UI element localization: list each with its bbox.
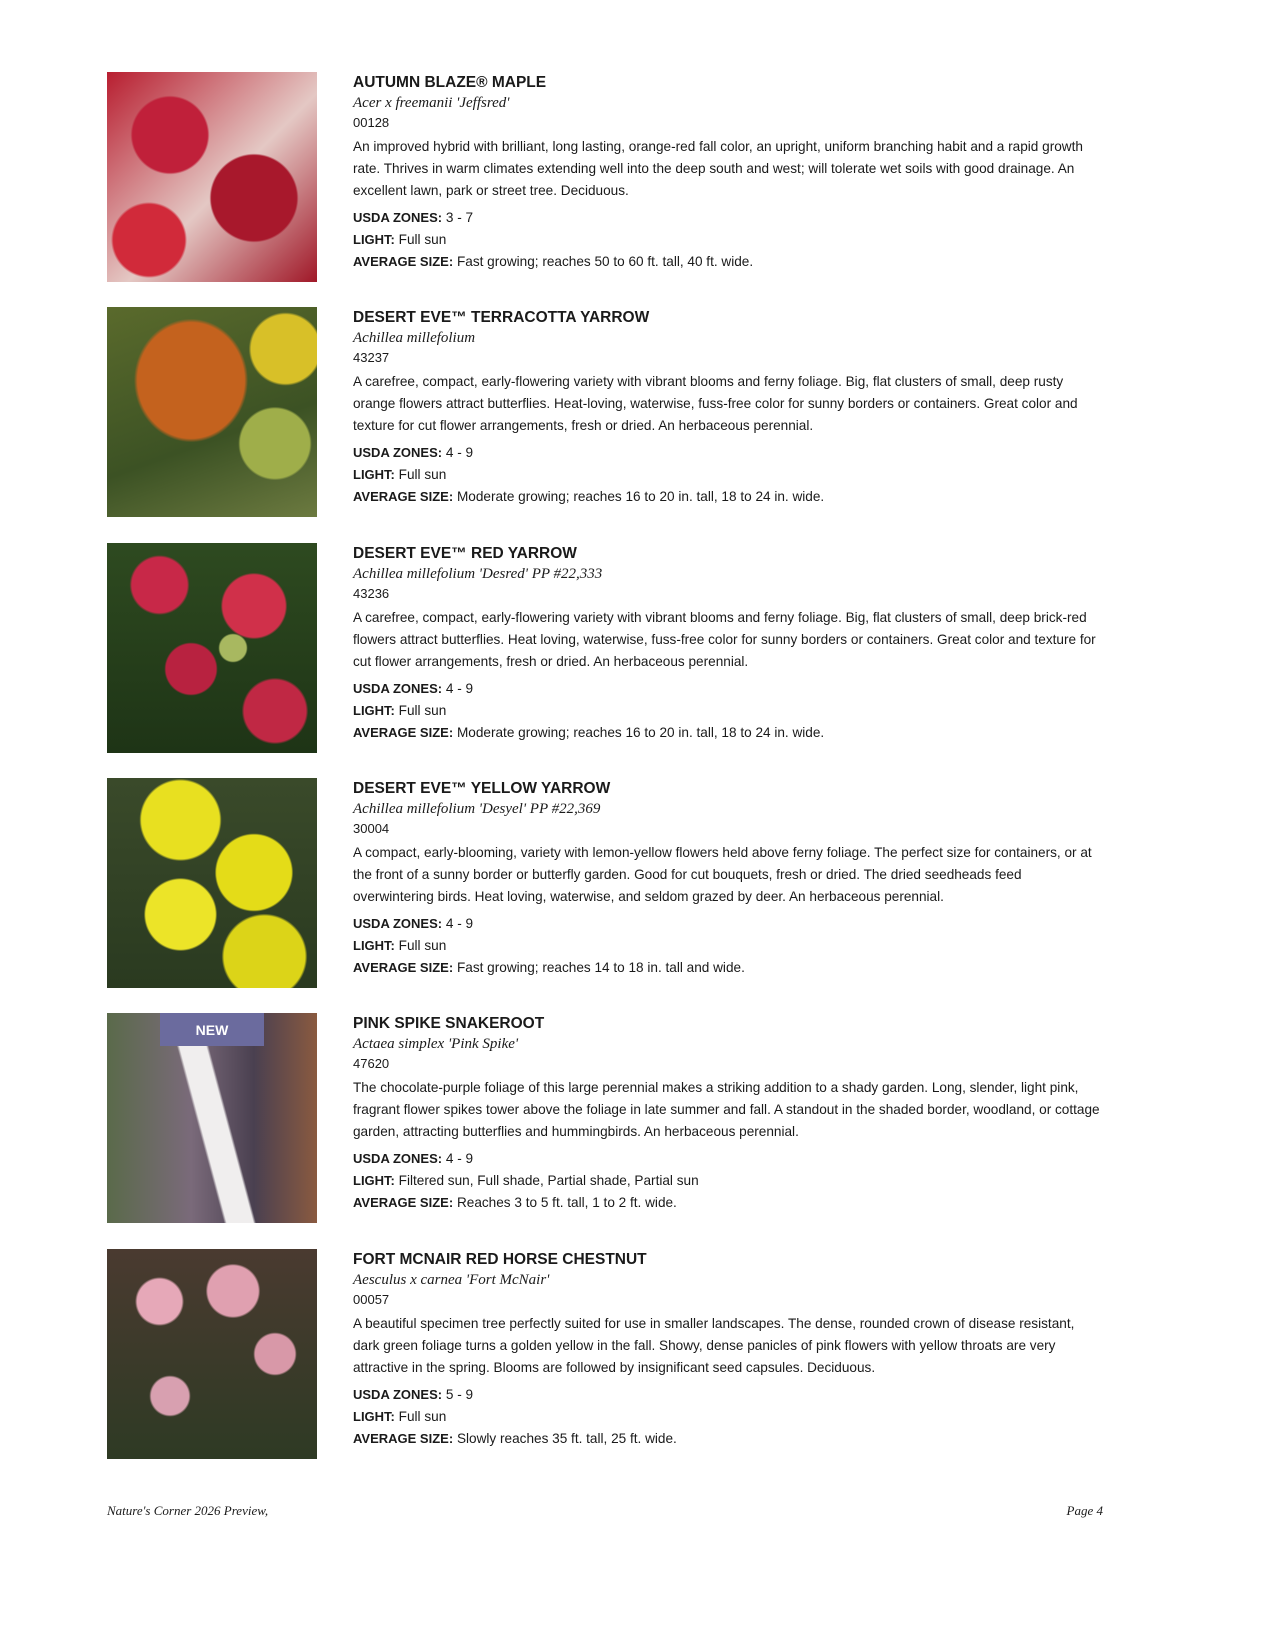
light-label: LIGHT: (353, 1409, 395, 1424)
item-code: 00128 (353, 115, 390, 130)
item-code: 00057 (353, 1292, 390, 1307)
zones-row (353, 1148, 1103, 1170)
zones-label: USDA ZONES: (353, 1151, 443, 1166)
light-row (353, 1170, 1103, 1192)
light-value: Full sun (398, 467, 447, 482)
light-row (353, 1406, 1103, 1428)
plant-photo (107, 1249, 317, 1459)
size-label: AVERAGE SIZE: (353, 960, 454, 975)
plant-name: DESERT EVE™ RED YARROW (353, 545, 577, 562)
botanical-name: Achillea millefolium (353, 330, 476, 346)
item-code: 43237 (353, 350, 390, 365)
light-label: LIGHT: (353, 1173, 395, 1188)
zones-value: 4 - 9 (445, 1151, 474, 1166)
size-value: Fast growing; reaches 50 to 60 ft. tall, 40 ft. wide. (456, 254, 754, 269)
plant-description: A beautiful specimen tree perfectly suited for use in smaller landscapes. The dense, rounded crown of disease resistant, dark green foliage turns a golden yellow in the fall. Showy, dense panicles of pink flowers with yellow throats are very attractive in the spring. Blooms are followed by insignificant seed capsules. Deciduous. (353, 1316, 1075, 1375)
plant-name: DESERT EVE™ YELLOW YARROW (353, 780, 611, 797)
zones-label: USDA ZONES: (353, 916, 443, 931)
botanical-name: Actaea simplex 'Pink Spike' (353, 1036, 519, 1052)
size-row (353, 1428, 1103, 1450)
size-value: Moderate growing; reaches 16 to 20 in. tall, 18 to 24 in. wide. (456, 489, 825, 504)
item-code: 43236 (353, 586, 390, 601)
size-value: Slowly reaches 35 ft. tall, 25 ft. wide. (456, 1431, 677, 1446)
light-label: LIGHT: (353, 703, 395, 718)
plant-photo (107, 307, 317, 517)
light-row (353, 229, 1103, 251)
light-value: Filtered sun, Full shade, Partial shade, Partial sun (398, 1173, 699, 1188)
size-label: AVERAGE SIZE: (353, 254, 454, 269)
plant-photo (107, 778, 317, 988)
footer-title: Nature's Corner 2026 Preview, (107, 1503, 269, 1518)
plant-entry (107, 72, 1097, 284)
size-row (353, 1192, 1103, 1214)
light-row (353, 935, 1103, 957)
zones-value: 4 - 9 (445, 916, 474, 931)
page-number: Page 4 (1066, 1503, 1103, 1518)
zones-row (353, 1384, 1103, 1406)
zones-row (353, 207, 1103, 229)
plant-description: An improved hybrid with brilliant, long lasting, orange-red fall color, an upright, uniform branching habit and a rapid growth rate. Thrives in warm climates extending well into the deep south and west; will tolerate wet soils with good drainage. An excellent lawn, park or street tree. Deciduous. (353, 139, 1083, 198)
zones-value: 4 - 9 (445, 445, 474, 460)
item-code: 47620 (353, 1056, 390, 1071)
zones-label: USDA ZONES: (353, 681, 443, 696)
zones-label: USDA ZONES: (353, 1387, 443, 1402)
botanical-name: Acer x freemanii 'Jeffsred' (353, 95, 510, 111)
plant-entry (107, 1249, 1097, 1461)
plant-photo (107, 72, 317, 282)
size-label: AVERAGE SIZE: (353, 1431, 454, 1446)
plant-description: A carefree, compact, early-flowering variety with vibrant blooms and ferny foliage. Big, flat clusters of small, deep rusty orange flowers attract butterflies. Heat-loving, waterwise, fuss-free color for sunny borders or containers. Great color and texture for cut flower arrangements, fresh or dried. An herbaceous perennial. (353, 374, 1078, 433)
plant-description: A carefree, compact, early-flowering variety with vibrant blooms and ferny foliage. Big, flat clusters of small, deep brick-red flowers attract butterflies. Heat loving, waterwise, fuss-free color for sunny borders or containers. Great color and texture for cut flower arrangements, fresh or dried. An herbaceous perennial. (353, 610, 1096, 669)
plant-name: FORT MCNAIR RED HORSE CHESTNUT (353, 1251, 647, 1268)
plant-entry (107, 778, 1097, 990)
botanical-name: Aesculus x carnea 'Fort McNair' (353, 1272, 550, 1288)
light-label: LIGHT: (353, 467, 395, 482)
plant-name: DESERT EVE™ TERRACOTTA YARROW (353, 309, 650, 326)
light-row (353, 700, 1103, 722)
zones-row (353, 913, 1103, 935)
plant-description: A compact, early-blooming, variety with lemon-yellow flowers held above ferny foliage. The perfect size for containers, or at the front of a sunny border or butterfly garden. Good for cut bouquets, fresh or dried. The dried seedheads feed overwintering birds. Heat loving, waterwise, and seldom grazed by deer. An herbaceous perennial. (353, 845, 1092, 904)
size-row (353, 957, 1103, 979)
light-value: Full sun (398, 703, 447, 718)
size-value: Moderate growing; reaches 16 to 20 in. tall, 18 to 24 in. wide. (456, 725, 825, 740)
plant-entry (107, 1013, 1100, 1225)
size-row (353, 251, 1103, 273)
plant-photo (107, 543, 317, 753)
plant-entry (107, 307, 1097, 519)
size-label: AVERAGE SIZE: (353, 725, 454, 740)
plant-photo (107, 1013, 317, 1223)
size-row (353, 486, 1103, 508)
zones-row (353, 678, 1103, 700)
plant-name: PINK SPIKE SNAKEROOT (353, 1015, 545, 1032)
light-value: Full sun (398, 938, 447, 953)
zones-value: 3 - 7 (445, 210, 474, 225)
zones-value: 5 - 9 (445, 1387, 474, 1402)
zones-label: USDA ZONES: (353, 210, 443, 225)
zones-row (353, 442, 1103, 464)
zones-value: 4 - 9 (445, 681, 474, 696)
size-row (353, 722, 1103, 744)
size-value: Fast growing; reaches 14 to 18 in. tall and wide. (456, 960, 745, 975)
plant-name: AUTUMN BLAZE® MAPLE (353, 74, 547, 91)
light-row (353, 464, 1103, 486)
size-label: AVERAGE SIZE: (353, 489, 454, 504)
light-label: LIGHT: (353, 938, 395, 953)
light-value: Full sun (398, 232, 447, 247)
size-value: Reaches 3 to 5 ft. tall, 1 to 2 ft. wide. (456, 1195, 677, 1210)
new-badge: NEW (160, 1013, 264, 1046)
plant-entry (107, 543, 1097, 755)
light-value: Full sun (398, 1409, 447, 1424)
zones-label: USDA ZONES: (353, 445, 443, 460)
botanical-name: Achillea millefolium 'Desred' PP #22,333 (353, 566, 603, 582)
botanical-name: Achillea millefolium 'Desyel' PP #22,369 (353, 801, 601, 817)
light-label: LIGHT: (353, 232, 395, 247)
item-code: 30004 (353, 821, 390, 836)
plant-description: The chocolate-purple foliage of this large perennial makes a striking addition to a shady garden. Long, slender, light pink, fragrant flower spikes tower above the foliage in late summer and fall. A standout in the shaded border, woodland, or cottage garden, attracting butterflies and hummingbirds. An herbaceous perennial. (353, 1080, 1100, 1139)
size-label: AVERAGE SIZE: (353, 1195, 454, 1210)
